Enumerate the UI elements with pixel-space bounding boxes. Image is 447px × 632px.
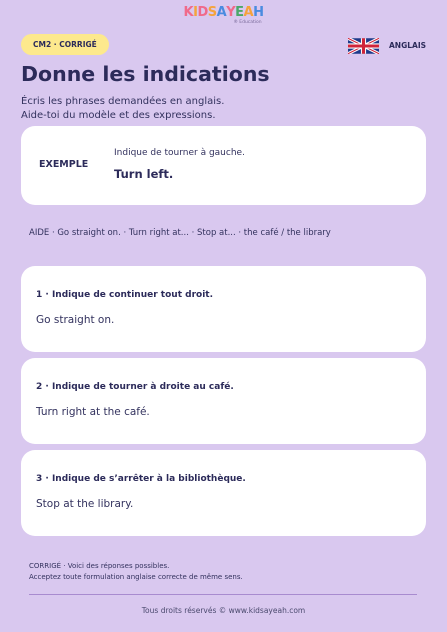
logo-letter: H [253,5,264,20]
logo-letter: K [183,5,194,20]
uk-flag-icon [348,38,379,54]
note-line-2: Acceptez toute formulation anglaise correcte de même sens. [29,573,243,581]
question-card [21,358,426,444]
question-prompt: 2 · Indique de tourner à droite au café. [36,382,234,392]
question-prompt: 3 · Indique de s’arrêter à la bibliothèque. [36,474,246,484]
example-answer: Turn left. [114,167,174,181]
question-card [21,266,426,352]
logo-letter: Y [226,5,236,20]
help-expressions: AIDE · Go straight on. · Turn right at... · Stop at... · the café / the library [29,228,331,238]
logo-letter: E [235,5,244,20]
logo-letter: S [207,5,217,20]
logo-letter: A [216,5,227,20]
answer-field[interactable]: Stop at the library. [36,498,134,510]
instructions-line-2: Aide-toi du modèle et des expressions. [21,110,216,121]
question-card [21,450,426,536]
note-line-1: CORRIGÉ · Voici des réponses possibles. [29,562,170,570]
example-prompt: Indique de tourner à gauche. [114,148,245,158]
logo-subtitle: ® Education [233,20,262,25]
instructions [21,95,224,123]
example-label: EXEMPLE [39,159,89,170]
logo-letter: I [193,5,198,20]
page-title: Donne les indications [21,62,270,86]
logo-letter: D [197,5,208,20]
footer-divider [29,594,417,595]
answer-field[interactable]: Turn right at the café. [36,406,150,418]
logo-wordmark [0,6,447,20]
question-prompt: 1 · Indique de continuer tout droit. [36,290,213,300]
logo-letter: A [243,5,254,20]
level-badge: CM2 · CORRIGÉ [21,34,109,55]
kidsayeah-logo [0,6,447,26]
correction-note [29,561,243,583]
example-card [21,126,426,205]
answer-field[interactable]: Go straight on. [36,314,115,326]
instructions-line-1: Écris les phrases demandées en anglais. [21,96,225,107]
subject-label: ANGLAIS [389,41,427,50]
footer-copyright: Tous droits réservés © www.kidsayeah.com [141,606,306,615]
